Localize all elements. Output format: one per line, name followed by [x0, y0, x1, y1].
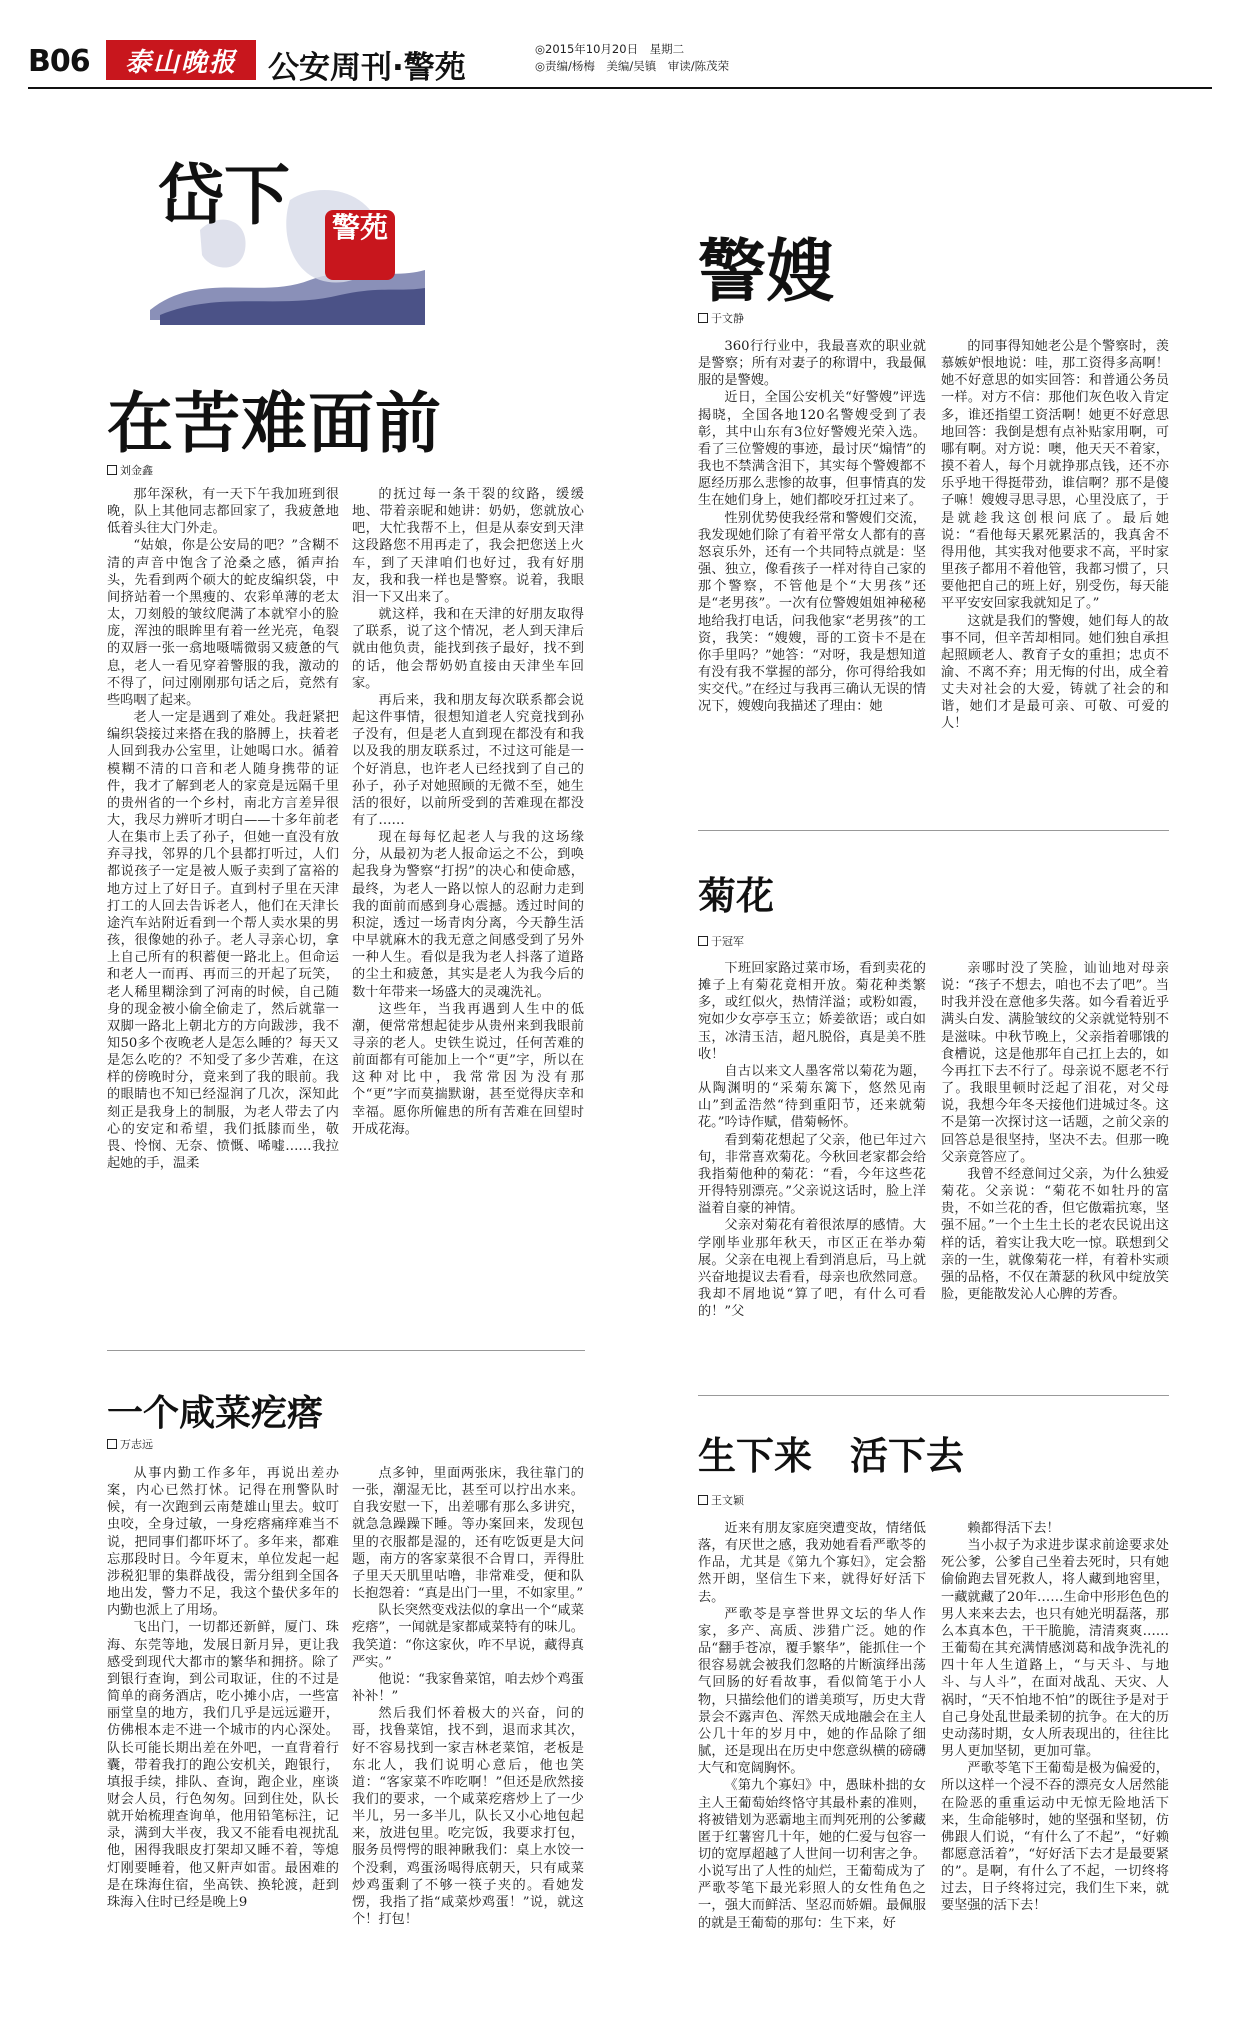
- paragraph: 严歌苓笔下王葡萄是极为偏爱的，所以这样一个浸不吞的漂亮女人居然能在险恶的重重运动中无惊无险地活下来，生命能够时，她的坚强和坚韧，仿佛跟人们说，“有什么了不起”，“好赖都愿意活着”，“好好活下去才是最要紧的”。是啊，有什么了不起，一切终将过去，日子终将过完，我们生下来，就要坚强的活下去！: [941, 1761, 1169, 1914]
- paragraph: 赖都得活下去！: [967, 1521, 1060, 1536]
- paragraph: 现在每每忆起老人与我的这场缘分，从最初为老人报命运之不公，到唤起我身为警察“打拐”的决心和使命感，最终，为老人一路以惊人的忍耐力走到我的面前而感到身心震撼。透过时间的积淀，透过一场青肉分离，今天静生活中早就麻木的我无意之间感受到了另外一种人生。看似是我为老人抖落了道路的尘土和疲惫，其实是老人为我今后的数十年带来一场盛大的灵魂洗礼。: [352, 830, 584, 1000]
- paragraph: 360行行业中，我最喜欢的职业就是警察；所有对妻子的称谓中，我最佩服的是警嫂。: [698, 339, 926, 389]
- paragraph: 这就是我们的警嫂，她们每人的故事不同，但辛苦却相同。她们独自承担起照顾老人、教育子女的重担；忠贞不渝、不离不弃；用无悔的付出，成全着丈夫对社会的大爱，铸就了社会的和谐，她们才是最可亲、可敬、可爱的人！: [941, 613, 1169, 732]
- paragraph: 然后我们怀着极大的兴奋，问的哥，找鲁菜馆，找不到，退而求其次，好不容易找到一家吉林老菜馆，老板是东北人，我们说明心意后，他也笑道：“客家菜不咋吃啊！”但还是欣然接我们的要求，一个咸菜疙瘩炒上了一少半儿，另一多半儿，队长又小心地包起来，放进包里。吃完饭，我要求打包，服务员愕愕的眼神瞅我们：桌上水饺一个没剩，鸡蛋汤喝得底朝天，只有咸菜炒鸡蛋剩了不够一筷子夹的。看她发愣，我指了指“咸菜炒鸡蛋！”说，就这个！打包！: [352, 1706, 584, 1928]
- paragraph: 飞出门，一切都还新鲜，厦门、珠海、东莞等地，发展日新月异，更让我感受到现代大都市的繁华和拥挤。除了到银行查询，到公司取证，住的不过是简单的商务酒店，吃小摊小店，一些富丽堂皇的地方，我们几乎是远远避开，仿佛根本走不进一个城市的内心深处。队长可能长期出差在外吧，一直背着行囊，带着我打的跑公安机关，跑银行，填报手续，排队、查询，跑企业，座谈财会人员，行色匆匆。回到住处，队长就开始梳理查询单，他用铅笔标注，记录，满到大半夜，我又不能看电视扰乱他，困得我眼皮打架却又睡不着，等熄灯刚要睡着，他又鼾声如雷。最困难的是在珠海住宿，坐高铁、换轮渡，赶到珠海入住时已经是晚上9: [107, 1620, 339, 1910]
- article-body-col2: [352, 1465, 584, 2025]
- issue-date: ◎2015年10月20日 星期二: [535, 42, 685, 56]
- paragraph: 亲哪时没了笑脸，讪讪地对母亲说：“孩子不想去，咱也不去了吧”。当时我并没在意他多失落。如今看着近乎满头白发、满脸皱纹的父亲就觉特别不是滋味。中秋节晚上，父亲指着哪饿的食槽说，这是他那年自己扛上去的，如今再扛下去不行了。母亲说不愿老不行了。我眼里顿时泛起了泪花，对父母说，我想今年冬天接他们进城过冬。这不是第一次探讨这一话题，之前父亲的回答总是很坚持，坚决不去。但那一晚父亲竟答应了。: [941, 961, 1169, 1165]
- paragraph: 老人一定是遇到了难处。我赶紧把编织袋接过来搭在我的胳膊上，扶着老人回到我办公室里，让她喝口水。循着模糊不清的口音和老人随身携带的证件，我才了解到老人的家竟是远隔千里的贵州省的一个乡村，南北方言差异很大，我尽力辨听才明白——十多年前老人在集市上丢了孙子，但她一直没有放弃寻找，邻界的几个县都打听过，人们都说孩子一定是被人贩子卖到了富裕的地方过上了好日子。直到村子里在天津打工的人回去告诉老人，他们在天津长途汽车站附近看到一个帮人卖水果的男孩，很像她的孙子。老人寻亲心切，拿上自己所有的积蓄便一路北上。但命运和老人一而再、再而三的开起了玩笑，老人稀里糊涂到了河南的时候，自己随身的现金被小偷全偷走了，然后就靠一双脚一路北上朝北方的方向跋涉，我不知50多个夜晚老人是怎么睡的？每天又是怎么吃的？不知受了多少苦难，在这样的傍晚时分，竟来到了我的眼前。我的眼睛也不知已经湿润了几次，深知此刻正是我身上的制服，为老人带去了内心的安定和希望，我们抵膝而坐，敬畏、怜悯、无奈、愤慨、唏嘘……我拉起她的手，温柔: [107, 710, 339, 1172]
- article-body-col1: [698, 338, 926, 818]
- paragraph: 性别优势使我经常和警嫂们交流，我发现她们除了有着平常女人都有的喜怒哀乐外，还有一个共同特点就是：坚强、独立，像看孩子一样对待自己家的那个警察，不管他是个“大男孩”还是“老男孩”。一次有位警嫂姐姐神秘秘地给我打电话，问我他家“老男孩”的工资，我笑：“嫂嫂，哥的工资卡不是在你手里吗？”她答：“对呀，我是想知道有没有我不掌握的部分，你可得给我如实交代。”在经过与我再三确认无误的情况下，嫂嫂向我描述了理由：她: [698, 510, 926, 715]
- article-body-col1: [107, 486, 339, 1336]
- article-body-col2: [941, 960, 1169, 1380]
- article-body-col1: [698, 1520, 926, 2020]
- article-body-col1: [698, 960, 926, 1380]
- article-byline: 万志远: [107, 1436, 153, 1452]
- emblem-small-text: 警苑: [331, 211, 388, 244]
- paragraph: 这些年，当我再遇到人生中的低潮，便常常想起徒步从贵州来到我眼前寻亲的老人。史铁生说过，任何苦难的前面都有可能加上一个“更”字，所以在这种对比中，我常常因为没有那个“更”字而莫揣默谢，甚至觉得庆幸和幸福。愿你所僱患的所有苦难在回望时开成花海。: [352, 1001, 584, 1137]
- paragraph: 的抚过每一条干裂的纹路，缓缓地、带着亲昵和她讲：奶奶，您就放心吧，大忙我帮不上，但是从泰安到天津这段路您不用再走了，我会把您送上火车，到了天津咱们也好过，我有好朋友，我和我一样也是警察。说着，我眼泪一下又出来了。: [352, 487, 584, 605]
- divider: [698, 830, 1169, 831]
- article-body-col1: [107, 1465, 339, 2025]
- paragraph: 再后来，我和朋友每次联系都会说起这件事情，很想知道老人究竟找到孙子没有，但是老人直到现在都没有和我以及我的朋友联系过，不过这可能是一个好消息，也许老人已经找到了自己的孙子，孙子对她照顾的无微不至，她生活的很好，以前所受到的苦难现在都没有了……: [352, 692, 584, 828]
- article-body-col2: [941, 338, 1169, 818]
- column-emblem: [140, 156, 430, 330]
- article-title: 在苦难面前: [107, 385, 442, 462]
- paragraph: 那年深秋，有一天下午我加班到很晚，队上其他同志都回家了，我疲惫地低着头往大门外走。: [107, 487, 339, 537]
- paragraph: 点多钟，里面两张床，我往靠门的一张，潮湿无比，甚至可以拧出水来。自我安慰一下，出差哪有那么多讲究，就急急躁躁下睡。等办案回来，发现包里的衣服都是湿的，还有吃饭更是大问题，南方的客家菜很不合胃口，弄得肚子里天天肌里咕噜，非常难受，便和队长抱怨着：“真是出门一里，不如家里。”: [352, 1466, 584, 1602]
- emblem-big-text: 岱下: [158, 156, 290, 234]
- article-byline: 于文静: [698, 310, 744, 326]
- header-rule: [28, 87, 1212, 89]
- paragraph: 自古以来文人墨客常以菊花为题，从陶渊明的“采菊东篱下，悠然见南山”到孟浩然“待到重阳节，还来就菊花。”吟诗作赋，借菊畅怀。: [698, 1063, 926, 1131]
- article-title: 警嫂: [698, 233, 835, 312]
- article-body-col2: [352, 486, 584, 1336]
- article-title: 一个咸菜疙瘩: [107, 1393, 324, 1434]
- divider: [107, 1350, 585, 1351]
- paragraph: 《第九个寡妇》中，愚昧朴拙的女主人王葡萄始终恪守其最朴素的准则，将被错划为恶霸地主而判死刑的公爹藏匿于红薯窖几十年，她的仁爱与包容一切的宽厚超越了人世间一切利害之争。小说写出了人性的灿烂，王葡萄成为了严歌苓笔下最光彩照人的女性角色之一，强大而鲜活、坚忍而娇媚。最佩服的就是王葡萄的那句：生下来，好: [698, 1778, 926, 1931]
- paragraph: 队长突然变戏法似的拿出一个“咸菜疙瘩”，一闻就是家都咸菜特有的味儿。我笑道：“你这家伙，咋不早说，藏得真严实。”: [352, 1603, 584, 1670]
- section-title: 公安周刊·警苑: [268, 50, 466, 86]
- article-body-col2: [941, 1520, 1169, 2020]
- issue-credits: ◎责编/杨梅 美编/吴镇 审读/陈茂荣: [535, 59, 730, 73]
- paragraph: 严歌苓是享誉世界文坛的华人作家，多产、高质、涉猎广泛。她的作品“翻手苍凉，覆手繁华”，能抓住一个很容易就会被我们忽略的片断演绎出荡气回肠的好看故事，看似简笔于小人物，只描绘他们的谱美琐写，历史大背景会不露声色、浑然天成地融会在主人公几十年的岁月中，她的作品除了细腻，还是现出在历史中您意纵横的磅礴大气和宽阔胸怀。: [698, 1606, 926, 1777]
- paragraph: 父亲对菊花有着很浓厚的感情。大学刚毕业那年秋天，市区正在举办菊展。父亲在电视上看到消息后，马上就兴奋地提议去看看，母亲也欣然同意。我却不屑地说“算了吧，有什么可看的！”父: [698, 1218, 926, 1320]
- article-byline: 王文颖: [698, 1492, 744, 1508]
- paragraph: “姑娘，你是公安局的吧？”含糊不清的声音中饱含了沧桑之感，循声抬头，先看到两个硕大的蛇皮编织袋，中间挤站着一个黑瘦的、农彩单薄的老太太，刀刻般的皱纹爬满了本就窄小的脸庞，浑浊的眼眸里有着一丝光亮，龟裂的双唇一张一翕地嗫嚅微弱又疲惫的气息，老人一看见穿着警服的我，激动的不得了，问过刚刚那句话之后，竟然有些呜咽了起来。: [107, 538, 339, 708]
- paragraph: 我曾不经意间过父亲，为什么独爱菊花。父亲说：“菊花不如牡丹的富贵，不如兰花的香，但它傲霜抗寒，坚强不屈。”一个土生土长的老农民说出这样的话，着实让我大吃一惊。联想到父亲的一生，就像菊花一样，有着朴实顽强的品格，不仅在萧瑟的秋风中绽放笑脸，更能散发沁人心脾的芳香。: [941, 1166, 1169, 1302]
- article-byline: 于冠军: [698, 933, 744, 949]
- article-title: 生下来 活下去: [698, 1434, 965, 1478]
- article-byline: 刘金鑫: [107, 462, 153, 478]
- paragraph: 当小叔子为求进步谋求前途要求处死公爹，公爹自己坐着去死时，只有她偷偷跑去冒死救人，将人藏到地窖里，一藏就藏了20年……生命中形形色色的男人来来去去，也只有她光明磊落，那么本真本色，干干脆脆，清清爽爽……王葡萄在其充满情感浏葛和战争洗礼的四十年人生道路上，“与天斗、与地斗、与人斗”，在面对战乱、天灾、人祸时，“天不怕地不怕”的既往予是对于自己身处乱世最柔韧的抗争。在大的历史动荡时期，女人所表现出的，往往比男人更加坚韧，更加可靠。: [941, 1538, 1169, 1760]
- page-number: B06: [28, 44, 90, 79]
- divider: [698, 1395, 1169, 1396]
- newspaper-logo: 泰山晚报: [106, 40, 256, 80]
- paragraph: 就这样，我和在天津的好朋友取得了联系，说了这个情况，老人到天津后就由他负责，能找到孩子最好，找不到的话，他会帮奶奶直接由天津坐车回家。: [352, 607, 584, 691]
- paragraph: 看到菊花想起了父亲，他已年过六旬，非常喜欢菊花。今秋回老家都会给我指菊他种的菊花：“看，今年这些花开得特别漂亮。”父亲说这话时，脸上洋溢着自豪的神情。: [698, 1132, 926, 1217]
- paragraph: 从事内勤工作多年，再说出差办案，内心已然打怵。记得在刑警队时候，有一次跑到云南楚雄山里去。蚊叮虫咬，全身过敏，一身疙瘩痛痒难当不说，把同事们都吓坏了。多年来，都难忘那段时日。今年夏末，单位发起一起涉税犯罪的集群战役，需分组到全国各地出发，警力不足，我这个蛰伏多年的内勤也派上了用场。: [107, 1466, 339, 1619]
- article-title: 菊花: [698, 874, 775, 918]
- paragraph: 下班回家路过菜市场，看到卖花的摊子上有菊花竟相开放。菊花种类繁多，或红似火，热情洋溢；或粉如霞，宛如少女亭亭玉立；娇姜欲语；或白如玉，冰清玉洁，超凡脱俗，真是美不胜收！: [698, 961, 926, 1062]
- paragraph: 的同事得知她老公是个警察时，羡慕嫉妒恨地说：哇，那工资得多高啊！她不好意思的如实回答：和普通公务员一样。对方不信：那他们灰色收入肯定多，谁还指望工资活啊！她更不好意思地回答：我倒是想有点补贴家用啊，可哪有啊。对方说：噢，他天天不着家，摸不着人，每个月就挣那点钱，还不亦乐乎地干得挺带劲，谁信啊？那不是傻子嘛！嫂嫂寻思寻思，心里没底了，于是就趁我这创根问底了。最后她说：“看他每天累死累活的，我真舍不得用他，其实我对他要求不高，平时家里孩子都用不着他管，我都习惯了，只要他把自己的班上好，别受伤，每天能平平安安回家我就知足了。”: [941, 339, 1169, 612]
- paragraph: 他说：“我家鲁菜馆，咱去炒个鸡蛋补补！”: [352, 1671, 584, 1705]
- paragraph: 近日，全国公安机关“好警嫂”评选揭晓，全国各地120名警嫂受到了表彰，其中山东有3位好警嫂光荣入选。看了三位警嫂的事迹，最讨厌“煽情”的我也不禁满含泪下，其实每个警嫂都不愿经历那么悲惨的故事，但事情真的发生在她们身上，她们都咬牙扛过来了。: [698, 390, 926, 509]
- issue-meta: [535, 41, 729, 75]
- paragraph: 近来有朋友家庭突遭变故，情绪低落，有厌世之感，我劝她看看严歌苓的作品，尤其是《第九个寡妇》，定会豁然开朗，坚信生下来，就得好好活下去。: [698, 1521, 926, 1605]
